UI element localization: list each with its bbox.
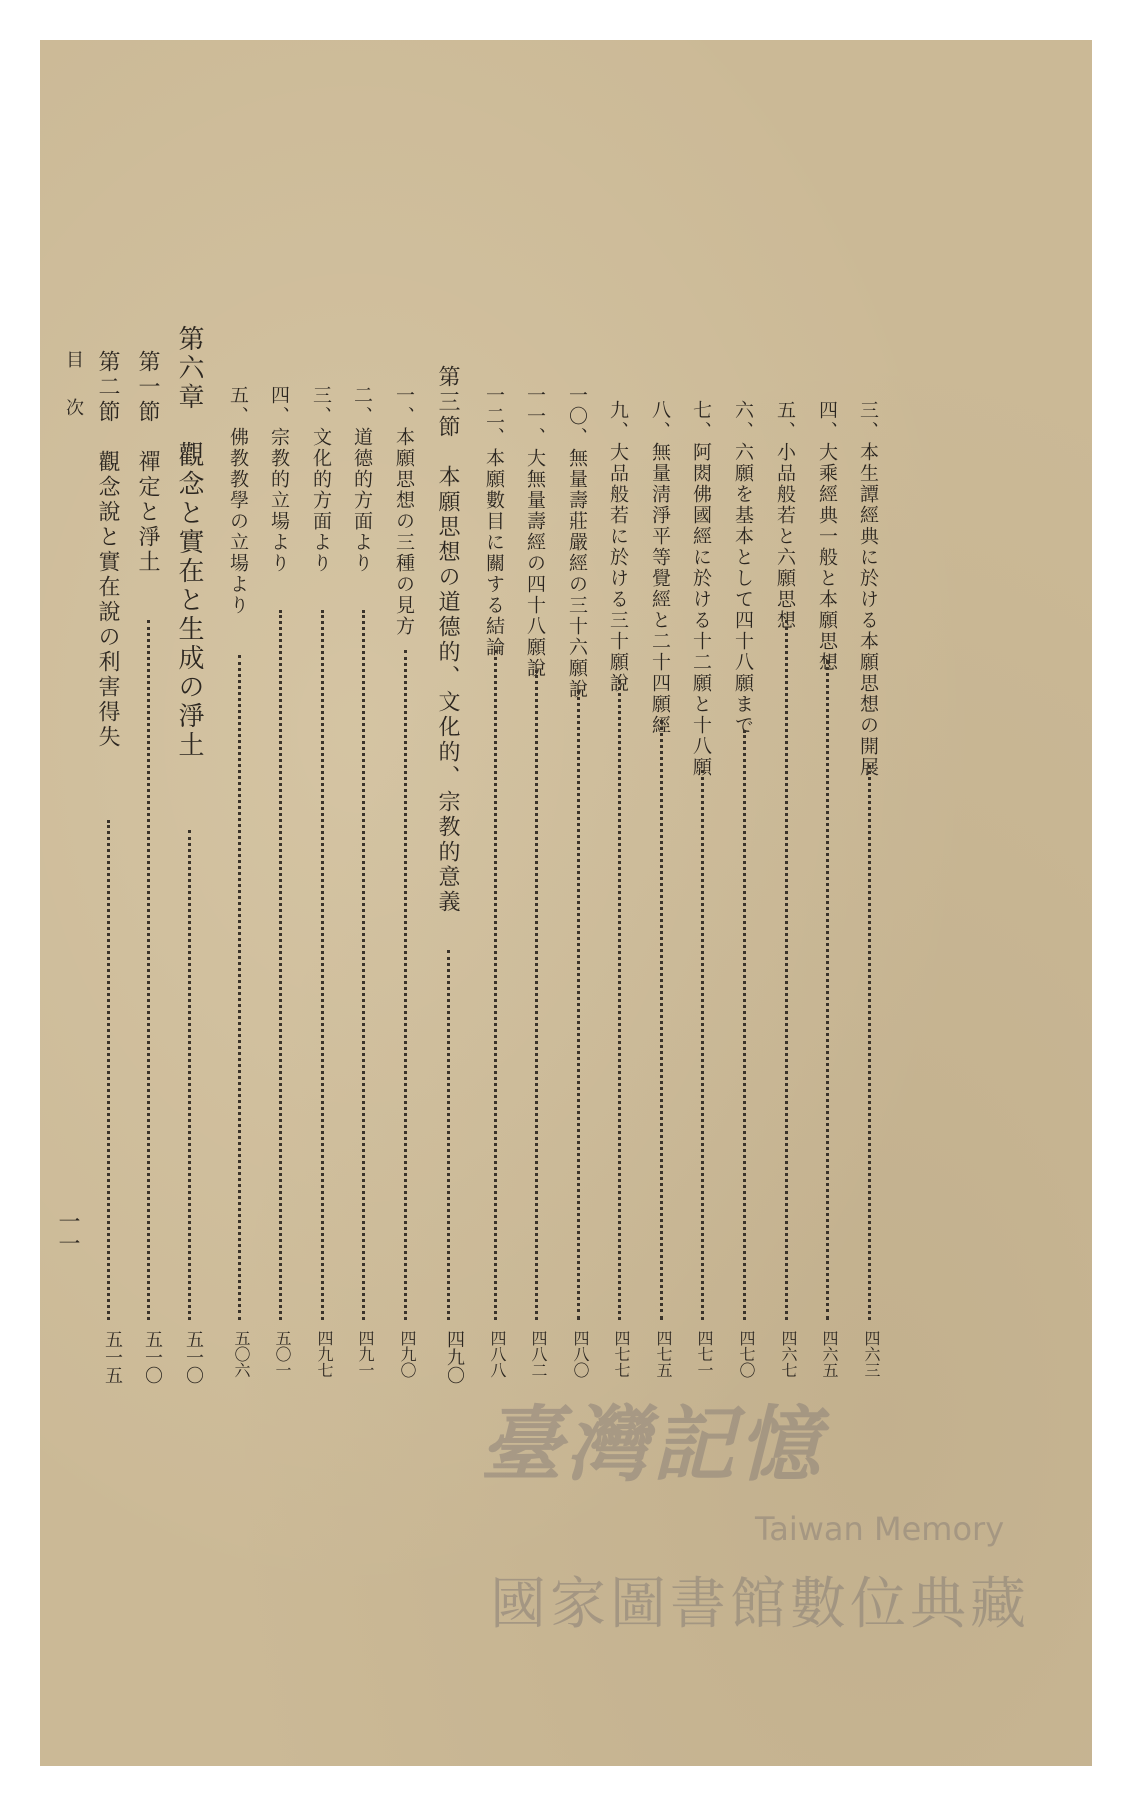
page-number: 四八八 — [488, 1330, 507, 1378]
leader-dots — [107, 820, 110, 1320]
page-number: 四七一 — [695, 1330, 714, 1378]
page-number: 四六七 — [779, 1330, 798, 1378]
page-number: 四六三 — [862, 1330, 881, 1378]
page-number: 四七七 — [612, 1330, 631, 1378]
page-number: 四九〇 — [398, 1330, 417, 1378]
leader-dots — [618, 680, 621, 1320]
leader-dots — [577, 690, 580, 1320]
leader-dots — [494, 650, 497, 1320]
toc-entry: 八、無量淸淨平等覺經と二十四願經 — [649, 400, 671, 736]
toc-chapter-heading: 第六章 觀念と實在と生成の淨土 — [174, 325, 204, 760]
watermark-english-text: Taiwan Memory — [755, 1510, 1005, 1548]
leader-dots — [660, 720, 663, 1320]
page-number: 四六五 — [820, 1330, 839, 1378]
toc-entry: 九、大品般若に於ける三十願說 — [607, 400, 629, 694]
toc-section-heading: 第二節 觀念說と實在說の利害得失 — [95, 350, 120, 750]
toc-entry: 六、六願を基本として四十八願まで — [732, 400, 754, 736]
leader-dots — [147, 620, 150, 1320]
leader-dots — [362, 610, 365, 1320]
leader-dots — [743, 730, 746, 1320]
toc-entry: 三、本生譚經典に於ける本願思想の開展 — [857, 400, 879, 778]
watermark-logo-text: 臺灣記憶 — [480, 1397, 824, 1493]
page-number: 五一〇 — [142, 1330, 163, 1384]
running-head: 目次 — [63, 350, 84, 446]
toc-section-heading: 第一節 禪定と淨土 — [135, 350, 160, 575]
toc-entry: 一二、本願數目に關する結論 — [483, 385, 505, 658]
page-number: 五一〇 — [183, 1330, 204, 1384]
leader-dots — [868, 765, 871, 1320]
toc-section-heading: 第三節 本願思想の道德的、文化的、宗教的意義 — [435, 365, 460, 915]
page-number: 四八二 — [529, 1330, 548, 1378]
page-number: 四九七 — [315, 1330, 334, 1378]
leader-dots — [535, 670, 538, 1320]
toc-entry: 四、宗教的立場より — [268, 385, 290, 574]
watermark-library-text: 國家圖書館數位典藏 — [490, 1572, 1030, 1637]
page-number: 五一五 — [102, 1330, 123, 1384]
toc-entry: 四、大乘經典一般と本願思想 — [816, 400, 838, 673]
toc-entry: 一一、大無量壽經の四十八願說 — [524, 385, 546, 679]
leader-dots — [701, 770, 704, 1320]
page-number: 四九〇 — [444, 1330, 465, 1384]
leader-dots — [188, 830, 191, 1320]
toc-entry: 二、道德的方面より — [351, 385, 373, 574]
toc-entry: 一〇、無量壽莊嚴經の三十六願說 — [566, 385, 588, 700]
toc-entry: 三、文化的方面より — [310, 385, 332, 574]
toc-entry: 一、本願思想の三種の見方 — [393, 385, 415, 637]
leader-dots — [826, 660, 829, 1320]
leader-dots — [404, 650, 407, 1320]
toc-entry: 五、小品般若と六願思想 — [774, 400, 796, 631]
toc-entry: 七、阿閦佛國經に於ける十二願と十八願 — [690, 400, 712, 778]
book-page — [40, 40, 1092, 1766]
page-number: 四七〇 — [737, 1330, 756, 1378]
leader-dots — [321, 610, 324, 1320]
leader-dots — [785, 620, 788, 1320]
leader-dots — [238, 655, 241, 1320]
leader-dots — [279, 610, 282, 1320]
page-number: 四九一 — [356, 1330, 375, 1378]
toc-entry: 五、佛教教學の立場より — [227, 385, 249, 616]
page-folio: 一一 — [55, 1210, 80, 1254]
page-number: 五〇一 — [273, 1330, 292, 1378]
page-number: 四八〇 — [571, 1330, 590, 1378]
page-number: 四七五 — [654, 1330, 673, 1378]
page-number: 五〇六 — [232, 1330, 251, 1378]
leader-dots — [447, 950, 450, 1320]
